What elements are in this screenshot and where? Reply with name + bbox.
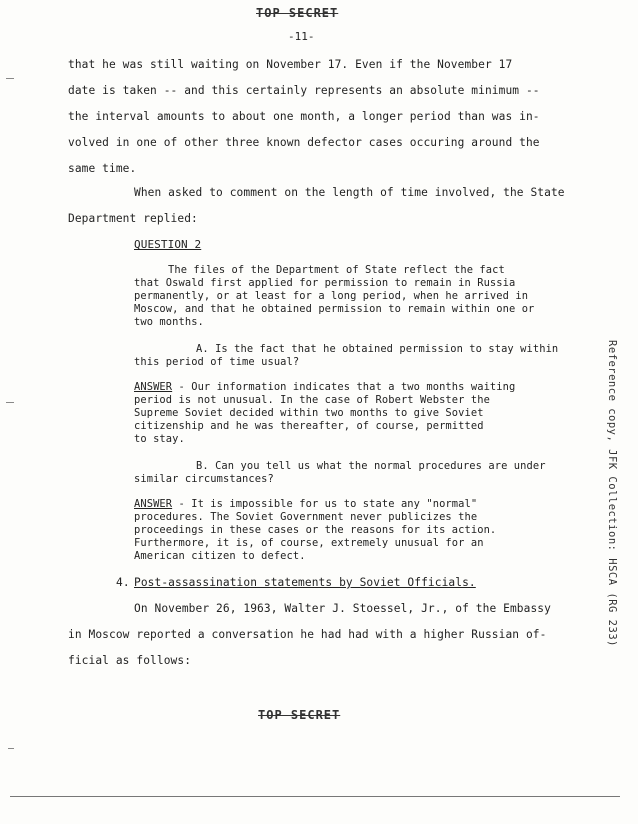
answer-a-text: - Our information indicates that a two months waiting — [172, 381, 516, 393]
answer-b-line: proceedings in these cases or the reasons for its action. — [134, 524, 497, 536]
header-classification-stamp: TOP SECRET — [256, 6, 339, 20]
section-title: Post-assassination statements by Soviet Officials. — [134, 576, 476, 589]
body-line: volved in one of other three known defector cases occuring around the — [68, 136, 540, 149]
section-number: 4. — [116, 576, 130, 589]
page-number: -11- — [288, 30, 315, 43]
body-line: Department replied: — [68, 212, 198, 225]
answer-a-line: to stay. — [134, 433, 185, 445]
answer-a-line: period is not unusual. In the case of Robert Webster the — [134, 394, 490, 406]
answer-a-first-line — [134, 381, 515, 393]
body-line: date is taken -- and this certainly represents an absolute minimum -- — [68, 84, 540, 97]
body-line: When asked to comment on the length of time involved, the State — [134, 186, 565, 199]
reference-copy-stamp: Reference copy, JFK Collection: HSCA (RG 233) — [606, 340, 618, 647]
answer-a-line: citizenship and he was thereafter, of course, permitted — [134, 420, 484, 432]
body-line: same time. — [68, 162, 137, 175]
answer-label: ANSWER — [134, 381, 173, 393]
question-b-line: B. Can you tell us what the normal procedures are under — [196, 460, 546, 472]
body-line: the interval amounts to about one month, a longer period than was in- — [68, 110, 540, 123]
body-line: On November 26, 1963, Walter J. Stoessel, Jr., of the Embassy — [134, 602, 551, 615]
margin-mark — [6, 78, 14, 79]
question-b-line: similar circumstances? — [134, 473, 274, 485]
body-line: in Moscow reported a conversation he had had with a higher Russian of- — [68, 628, 547, 641]
answer-b-line: American citizen to defect. — [134, 550, 306, 562]
quote-line: permanently, or at least for a long period, when he arrived in — [134, 290, 529, 302]
body-line: ficial as follows: — [68, 654, 192, 667]
question-heading: QUESTION 2 — [134, 238, 202, 251]
answer-b-line: Furthermore, it is, of course, extremely unusual for an — [134, 537, 484, 549]
footer-classification-stamp: TOP SECRET — [258, 708, 341, 722]
question-a-line: this period of time usual? — [134, 356, 300, 368]
quote-line: The files of the Department of State reflect the fact — [168, 264, 505, 276]
quote-line: two months. — [134, 316, 204, 328]
question-a-line: A. Is the fact that he obtained permission to stay within — [196, 343, 559, 355]
bottom-rule — [10, 796, 620, 797]
quote-line: that Oswald first applied for permission to remain in Russia — [134, 277, 516, 289]
body-line: that he was still waiting on November 17. Even if the November 17 — [68, 58, 513, 71]
answer-a-line: Supreme Soviet decided within two months to give Soviet — [134, 407, 484, 419]
margin-mark — [6, 402, 14, 403]
answer-b-line: procedures. The Soviet Government never publicizes the — [134, 511, 478, 523]
answer-b-text: - It is impossible for us to state any "normal" — [172, 498, 478, 510]
margin-mark — [8, 748, 14, 749]
answer-label: ANSWER — [134, 498, 173, 510]
answer-b-first-line — [134, 498, 477, 510]
quote-line: Moscow, and that he obtained permission to remain within one or — [134, 303, 535, 315]
